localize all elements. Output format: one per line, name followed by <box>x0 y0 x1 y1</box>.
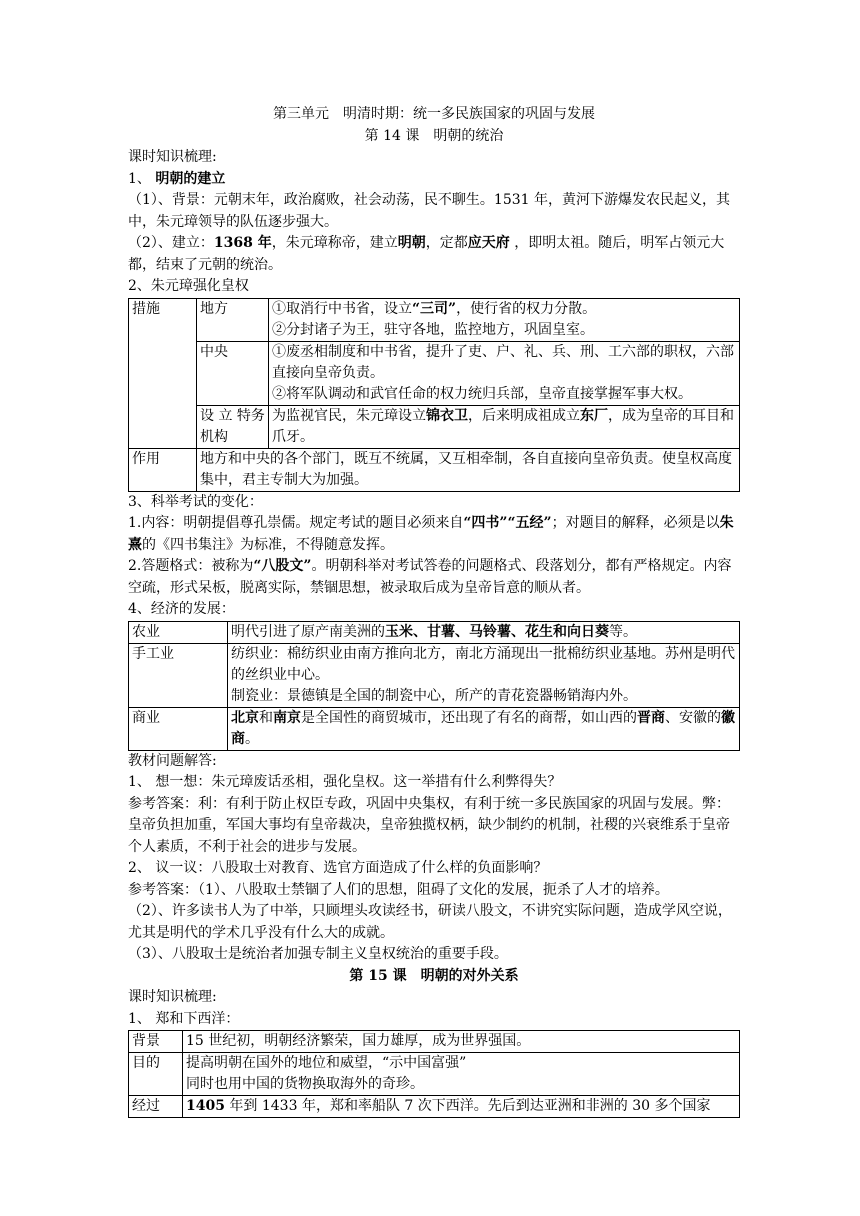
lesson15-summary-label: 课时知识梳理: <box>128 989 217 1005</box>
special-agency-content: 为监视官民，朱元璋设立锦衣卫，后来明成祖成立东厂，成为皇帝的耳目和爪牙。 <box>269 405 740 448</box>
answer-2-part2: （2）、许多读书人为了中举，只顾埋头攻读经书，研读八股文，不讲究实际问题，造成学风空说，尤其是明代的学术几乎没有什么大的成就。 <box>128 903 732 941</box>
central-cell: 中央 <box>197 341 269 405</box>
purpose-cell: 目的 <box>129 1053 183 1096</box>
special-agency-cell: 设 立 特务机构 <box>197 405 269 448</box>
section3-heading: 3、科举考试的变化： <box>128 493 263 510</box>
unit-title: 第三单元 明清时期：统一多民族国家的巩固与发展 <box>273 106 595 122</box>
answer-2-part1: 参考答案：（1）、八股取士禁锢了人们的思想，阻碍了文化的发展，扼杀了人才的培养。 <box>128 881 669 898</box>
purpose-content: 提高明朝在国外的地位和威望，“示中国富强” 同时也用中国的货物换取海外的奇珍。 <box>183 1053 740 1096</box>
handicraft-content: 纺织业：棉纺织业由南方推向北方，南北方涌现出一批棉纺织业基地。苏州是明代的丝织业中心。 制瓷业：景德镇是全国的制瓷中心，所产的青花瓷器畅销海内外。 <box>228 643 740 707</box>
zhenghe-heading: 1、 郑和下西洋： <box>128 1010 240 1027</box>
lesson15-title: 第 15 课 明朝的对外关系 <box>349 967 519 984</box>
agriculture-content: 明代引进了原产南美洲的玉米、甘薯、马铃薯、花生和向日葵等。 <box>228 621 740 643</box>
process-content: 1405 年到 1433 年，郑和率船队 7 次下西洋。先后到达亚洲和非洲的 30 多个国家 <box>183 1096 740 1118</box>
exam-content: 1.内容：明朝提倡尊孔崇儒。规定考试的题目必须来自“四书”“五经”；对题目的解释，必须是以朱熹的《四书集注》为标准，不得随意发挥。 <box>128 515 734 553</box>
effect-cell: 作用 <box>129 448 197 491</box>
commerce-content: 北京和南京是全国性的商贸城市，还出现了有名的商帮，如山西的晋商、安徽的徽商。 <box>228 707 740 750</box>
imperial-power-table <box>128 298 740 492</box>
background-content: 15 世纪初，明朝经济繁荣，国力雄厚，成为世界强国。 <box>183 1031 740 1053</box>
exam-format: 2.答题格式：被称为“八股文”。明朝科举对考试答卷的问题格式、段落划分，都有严格规定。内容空疏，形式呆板，脱离实际，禁锢思想，被录取后成为皇帝旨意的顺从者。 <box>128 558 732 596</box>
economy-table <box>128 621 740 751</box>
local-content: ①取消行中书省，设立“三司”，使行省的权力分散。 ②分封诸子为王，驻守各地，监控地方，巩固皇室。 <box>269 298 740 341</box>
section1-heading: 1、 明朝的建立 <box>128 170 226 187</box>
lesson14-title: 第 14 课 明朝的统治 <box>364 127 504 144</box>
question-2: 2、 议一议：八股取士对教育、选官方面造成了什么样的负面影响？ <box>128 860 548 876</box>
document-page <box>128 104 740 1118</box>
section4-heading: 4、经济的发展： <box>128 601 235 617</box>
answer-2-part3: （3）、八股取士是统治者加强专制主义皇权统治的重要手段。 <box>128 946 508 962</box>
question-1: 1、 想一想：朱元璋废话丞相，强化皇权。这一举措有什么利弊得失？ <box>128 774 562 790</box>
agriculture-cell: 农业 <box>129 621 228 643</box>
section1-establishment: （2）、建立：1368 年，朱元璋称帝，建立明朝，定都应天府 ，即明太祖。随后，明军占领元大都，结束了元朝的统治。 <box>128 235 725 273</box>
answer-1: 参考答案：利：有利于防止权臣专政，巩固中央集权，有利于统一多民族国家的巩固与发展。弊：皇帝负担加重，军国大事均有皇帝裁决，皇帝独揽权柄，缺少制约的机制，社稷的兴衰维系于皇帝个人素质，不利于社会的进步与发展。 <box>128 795 730 855</box>
process-cell: 经过 <box>129 1096 183 1118</box>
central-content: ①废丞相制度和中书省，提升了吏、户、礼、兵、刑、工六部的职权，六部直接向皇帝负责。 ②将军队调动和武官任命的权力统归兵部，皇帝直接掌握军事大权。 <box>269 341 740 405</box>
local-cell: 地方 <box>197 298 269 341</box>
section1-background: （1）、背景：元朝末年，政治腐败，社会动荡，民不聊生。1531 年，黄河下游爆发农民起义，其中，朱元璋领导的队伍逐步强大。 <box>128 192 730 230</box>
background-cell: 背景 <box>129 1031 183 1053</box>
summary-label: 课时知识梳理: <box>128 149 217 165</box>
qa-label: 教材问题解答: <box>128 752 217 769</box>
handicraft-cell: 手工业 <box>129 643 228 707</box>
section2-heading: 2、朱元璋强化皇权 <box>128 278 249 294</box>
commerce-cell: 商业 <box>129 707 228 750</box>
measures-cell: 措施 <box>129 298 197 448</box>
effect-content: 地方和中央的各个部门，既互不统属，又互相牵制，各自直接向皇帝负责。使皇权高度集中，君主专制大为加强。 <box>197 448 740 491</box>
zhenghe-table <box>128 1030 740 1118</box>
